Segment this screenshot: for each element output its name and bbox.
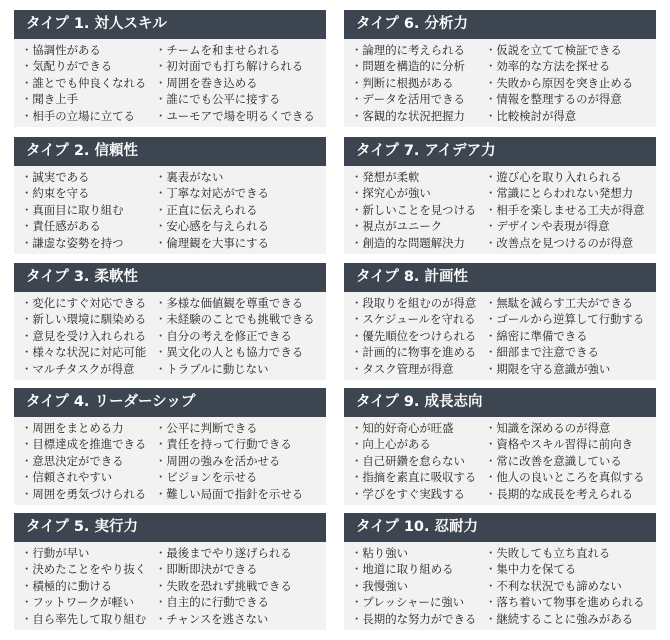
type-card-items <box>14 542 326 627</box>
skill-item: ・ 失敗しても立ち直れる <box>485 545 663 561</box>
skill-item: ・ 綿密に準備できる <box>485 328 663 344</box>
type-card-items <box>14 292 326 377</box>
type-card-1 <box>14 10 326 127</box>
skill-item: ・ 資格やスキル習得に前向き <box>485 436 663 452</box>
type-card-title: タイプ 4. リーダーシップ <box>14 388 326 417</box>
skill-item: ・ 誰とでも仲良くなれる <box>21 75 155 91</box>
skill-item: ・ 気配りができる <box>21 58 155 74</box>
skill-item: ・ 失敗を恐れず挑戦できる <box>155 578 333 594</box>
skill-item: ・ 優先順位をつけられる <box>351 328 485 344</box>
skill-item: ・ 相手を楽しませる工夫が得意 <box>485 202 663 218</box>
skill-item: ・ 裏表がない <box>155 169 333 185</box>
skill-item: ・ 地道に取り組める <box>351 561 485 577</box>
skill-item: ・ 異文化の人とも協力できる <box>155 344 333 360</box>
skill-item: ・ 責任を持って行動できる <box>155 436 333 452</box>
skill-item: ・ 粘り強い <box>351 545 485 561</box>
type-card-items <box>14 39 326 124</box>
skill-item: ・ 集中力を保てる <box>485 561 663 577</box>
type-card-5 <box>14 513 326 630</box>
skill-item: ・ デザインや表現が得意 <box>485 218 663 234</box>
skill-item: ・ 周囲の強みを活かせる <box>155 453 333 469</box>
skill-item: ・ 客観的な状況把握力 <box>351 108 485 124</box>
skill-item: ・ 未経験のことでも挑戦できる <box>155 311 333 327</box>
type-card-title: タイプ 8. 計画性 <box>344 263 656 292</box>
skill-item: ・ 知的好奇心が旺盛 <box>351 420 485 436</box>
skill-item: ・ 向上心がある <box>351 436 485 452</box>
skill-item: ・ 周囲を巻き込める <box>155 75 333 91</box>
skill-item: ・ 真面目に取り組む <box>21 202 155 218</box>
skill-item: ・ 意見を受け入れられる <box>21 328 155 344</box>
skill-item: ・ 決めたことをやり抜く <box>21 561 155 577</box>
skill-item: ・ 即断即決ができる <box>155 561 333 577</box>
skill-item: ・ 発想が柔軟 <box>351 169 485 185</box>
skill-item: ・ 計画的に物事を進める <box>351 344 485 360</box>
skill-item: ・ 段取りを組むのが得意 <box>351 295 485 311</box>
type-card-title: タイプ 2. 信頼性 <box>14 137 326 166</box>
skill-item: ・ 遊び心を取り入れられる <box>485 169 663 185</box>
skill-item: ・ 周囲を勇気づけられる <box>21 486 155 502</box>
skill-item: ・ タスク管理が得意 <box>351 361 485 377</box>
skill-item: ・ 聞き上手 <box>21 91 155 107</box>
skill-item: ・ 効率的な方法を探せる <box>485 58 663 74</box>
skill-item: ・ 細部まで注意できる <box>485 344 663 360</box>
type-card-title: タイプ 9. 成長志向 <box>344 388 656 417</box>
skill-item: ・ 丁寧な対応ができる <box>155 185 333 201</box>
skill-item: ・ 新しいことを見つける <box>351 202 485 218</box>
skill-item: ・ 仮説を立てて検証できる <box>485 42 663 58</box>
skill-item: ・ データを活用できる <box>351 91 485 107</box>
skill-item: ・ 初対面でも打ち解けられる <box>155 58 333 74</box>
skill-item: ・ 公平に判断できる <box>155 420 333 436</box>
skill-item: ・ 不利な状況でも諦めない <box>485 578 663 594</box>
skill-item: ・ 指摘を素直に吸収する <box>351 469 485 485</box>
skill-item: ・ チャンスを逃さない <box>155 611 333 627</box>
skill-item: ・ スケジュールを守れる <box>351 311 485 327</box>
skill-item: ・ 多様な価値観を尊重できる <box>155 295 333 311</box>
skill-item: ・ 最後までやり遂げられる <box>155 545 333 561</box>
type-card-title: タイプ 10. 忍耐力 <box>344 513 656 542</box>
type-card-8 <box>344 263 656 380</box>
skill-item: ・ 自分の考えを修正できる <box>155 328 333 344</box>
skill-item: ・ ビジョンを示せる <box>155 469 333 485</box>
type-card-title: タイプ 3. 柔軟性 <box>14 263 326 292</box>
skill-item: ・ チームを和ませられる <box>155 42 333 58</box>
type-card-items <box>344 417 656 502</box>
skill-item: ・ 探究心が強い <box>351 185 485 201</box>
skill-item: ・ 知識を深めるのが得意 <box>485 420 663 436</box>
type-card-3 <box>14 263 326 380</box>
skill-item: ・ 失敗から原因を突き止める <box>485 75 663 91</box>
skill-item: ・ 論理的に考えられる <box>351 42 485 58</box>
skill-item: ・ 誰にでも公平に接する <box>155 91 333 107</box>
skill-item: ・ 謙虚な姿勢を持つ <box>21 235 155 251</box>
skill-item: ・ トラブルに動じない <box>155 361 333 377</box>
type-card-2 <box>14 137 326 254</box>
skill-item: ・ 期限を守る意識が強い <box>485 361 663 377</box>
skill-item: ・ 相手の立場に立てる <box>21 108 155 124</box>
skill-item: ・ 正直に伝えられる <box>155 202 333 218</box>
skill-item: ・ 意思決定ができる <box>21 453 155 469</box>
type-card-7 <box>344 137 656 254</box>
skill-item: ・ 様々な状況に対応可能 <box>21 344 155 360</box>
skill-item: ・ 長期的な努力ができる <box>351 611 485 627</box>
skill-item: ・ ユーモアで場を明るくできる <box>155 108 333 124</box>
skill-item: ・ 学びをすぐ実践する <box>351 486 485 502</box>
type-card-title: タイプ 7. アイデア力 <box>344 137 656 166</box>
skill-item: ・ 目標達成を推進できる <box>21 436 155 452</box>
type-card-6 <box>344 10 656 127</box>
skill-item: ・ 自ら率先して取り組む <box>21 611 155 627</box>
skill-item: ・ 判断に根拠がある <box>351 75 485 91</box>
skill-item: ・ 積極的に動ける <box>21 578 155 594</box>
skill-item: ・ 無駄を減らす工夫ができる <box>485 295 663 311</box>
type-card-items <box>14 166 326 251</box>
skill-item: ・ 他人の良いところを真似する <box>485 469 663 485</box>
skill-item: ・ 問題を構造的に分析 <box>351 58 485 74</box>
skill-item: ・ 難しい局面で指針を示せる <box>155 486 333 502</box>
type-card-items <box>344 166 656 251</box>
skill-item: ・ 長期的な成長を考えられる <box>485 486 663 502</box>
skill-item: ・ 自主的に行動できる <box>155 594 333 610</box>
skill-item: ・ 自己研鑽を怠らない <box>351 453 485 469</box>
skill-item: ・ 約束を守る <box>21 185 155 201</box>
skill-item: ・ 比較検討が得意 <box>485 108 663 124</box>
type-card-10 <box>344 513 656 630</box>
type-card-items <box>344 39 656 124</box>
skill-item: ・ 周囲をまとめる力 <box>21 420 155 436</box>
skill-item: ・ 改善点を見つけるのが得意 <box>485 235 663 251</box>
skill-item: ・ 行動が早い <box>21 545 155 561</box>
skill-item: ・ 情報を整理するのが得意 <box>485 91 663 107</box>
skill-item: ・ フットワークが軽い <box>21 594 155 610</box>
skill-item: ・ 視点がユニーク <box>351 218 485 234</box>
skill-item: ・ 新しい環境に馴染める <box>21 311 155 327</box>
skill-item: ・ 創造的な問題解決力 <box>351 235 485 251</box>
skill-item: ・ 倫理観を大事にする <box>155 235 333 251</box>
skill-item: ・ 誠実である <box>21 169 155 185</box>
type-card-9 <box>344 388 656 505</box>
skill-item: ・ 我慢強い <box>351 578 485 594</box>
skill-item: ・ 協調性がある <box>21 42 155 58</box>
skill-item: ・ ゴールから逆算して行動する <box>485 311 663 327</box>
type-card-items <box>14 417 326 502</box>
type-card-title: タイプ 1. 対人スキル <box>14 10 326 39</box>
skill-item: ・ 常に改善を意識している <box>485 453 663 469</box>
type-card-4 <box>14 388 326 505</box>
type-card-items <box>344 292 656 377</box>
skill-item: ・ プレッシャーに強い <box>351 594 485 610</box>
skill-item: ・ 安心感を与えられる <box>155 218 333 234</box>
type-card-title: タイプ 6. 分析力 <box>344 10 656 39</box>
type-card-title: タイプ 5. 実行力 <box>14 513 326 542</box>
skill-item: ・ 落ち着いて物事を進められる <box>485 594 663 610</box>
skill-item: ・ 責任感がある <box>21 218 155 234</box>
skill-item: ・ 常識にとらわれない発想力 <box>485 185 663 201</box>
skill-item: ・ 変化にすぐ対応できる <box>21 295 155 311</box>
skill-item: ・ マルチタスクが得意 <box>21 361 155 377</box>
skill-item: ・ 継続することに強みがある <box>485 611 663 627</box>
skill-item: ・ 信頼されやすい <box>21 469 155 485</box>
type-card-items <box>344 542 656 627</box>
